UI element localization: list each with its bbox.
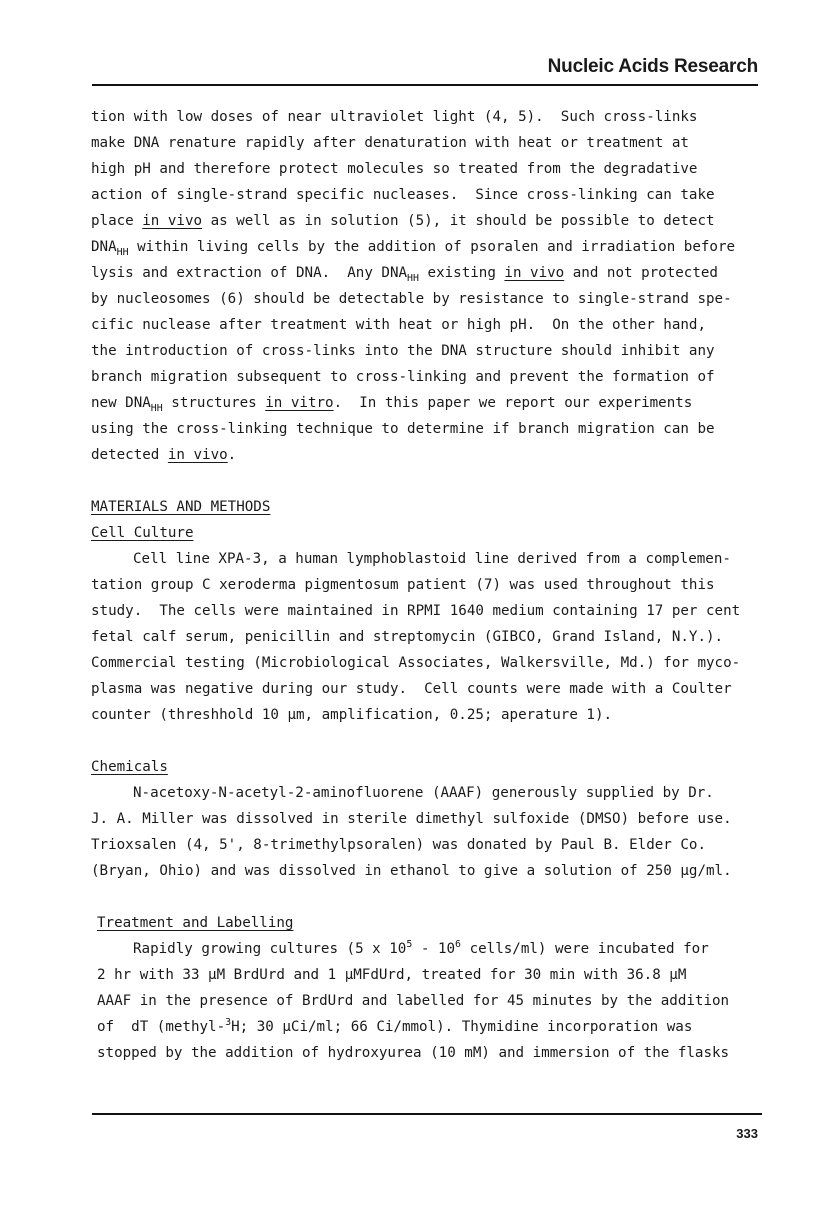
text-line: stopped by the addition of hydroxyurea (10 mM) and immersion of the flasks (97, 1045, 730, 1061)
text-line: the introduction of cross-links into the DNA structure should inhibit any (91, 343, 715, 359)
italic-term: in vitro (265, 395, 334, 411)
text-line: $DNA_{HH}$ within living cells by the addition of psoralen and irradiation before (91, 239, 736, 258)
text-line: new $DNA_{HH}$ structures in vitro. In this paper we report our experiments (91, 395, 693, 414)
text-line: Trioxsalen (4, 5', 8-trimethylpsoralen) was donated by Paul B. Elder Co. (91, 837, 706, 853)
text-line: 2 hr with 33 µM BrdUrd and 1 µMFdUrd, treated for 30 min with 36.8 µM (97, 967, 687, 983)
text-line: tation group C xeroderma pigmentosum patient (7) was used throughout this (91, 577, 715, 593)
subsection-heading: Treatment and Labelling (97, 915, 294, 931)
text-line: make DNA renature rapidly after denaturation with heat or treatment at (91, 135, 689, 151)
text-line: plasma was negative during our study. Cell counts were made with a Coulter (91, 681, 732, 697)
journal-title: Nucleic Acids Research (547, 56, 758, 77)
text-line: lysis and extraction of DNA. Any $DNA_{HH}$ existing in vivo and not protected (91, 265, 718, 284)
italic-term: in vivo (167, 447, 228, 463)
text-line: by nucleosomes (6) should be detectable by resistance to single-strand spe- (91, 291, 732, 307)
subsection-heading: Cell Culture (91, 525, 194, 541)
article-body (91, 104, 771, 1066)
text-line: AAAF in the presence of BrdUrd and labelled for 45 minutes by the addition (97, 993, 730, 1009)
text-line: study. The cells were maintained in RPMI 1640 medium containing 17 per cent (91, 603, 741, 619)
text-line: action of single-strand specific nucleases. Since cross-linking can take (91, 187, 715, 203)
text-line: detected in vivo. (91, 447, 237, 463)
text-line: using the cross-linking technique to determine if branch migration can be (91, 421, 715, 437)
text-line: J. A. Miller was dissolved in sterile dimethyl sulfoxide (DMSO) before use. (91, 811, 732, 827)
text-line: branch migration subsequent to cross-linking and prevent the formation of (91, 369, 715, 385)
section-heading: MATERIALS AND METHODS (91, 499, 271, 515)
text-line: (Bryan, Ohio) and was dissolved in ethanol to give a solution of 250 µg/ml. (91, 863, 732, 879)
text-line: tion with low doses of near ultraviolet light (4, 5). Such cross-links (91, 109, 698, 125)
text-line: Commercial testing (Microbiological Associates, Walkersville, Md.) for myco- (91, 655, 741, 671)
page-number: 333 (736, 1126, 758, 1141)
text-line: of dT (methyl-$^3$H; 30 µCi/ml; 66 Ci/mmol). Thymidine incorporation was (97, 1017, 693, 1035)
text-line: Cell line XPA-3, a human lymphoblastoid line derived from a complemen- (133, 551, 731, 567)
text-line: Rapidly growing cultures (5 x $10^5 - 10^6$ cells/ml) were incubated for (133, 939, 709, 957)
text-line: counter (threshhold 10 µm, amplification, 0.25; aperature 1). (91, 707, 613, 723)
text-line: fetal calf serum, penicillin and streptomycin (GIBCO, Grand Island, N.Y.). (91, 629, 724, 645)
italic-term: in vivo (504, 265, 565, 281)
subsection-heading: Chemicals (91, 759, 168, 775)
italic-term: in vivo (142, 213, 203, 229)
text-line: place in vivo as well as in solution (5), it should be possible to detect (91, 213, 715, 229)
text-line: N-acetoxy-N-acetyl-2-aminofluorene (AAAF) generously supplied by Dr. (133, 785, 714, 801)
header-rule (92, 84, 758, 86)
text-line: high pH and therefore protect molecules so treated from the degradative (91, 161, 698, 177)
footer-rule (92, 1113, 762, 1115)
text-line: cific nuclease after treatment with heat or high pH. On the other hand, (91, 317, 706, 333)
